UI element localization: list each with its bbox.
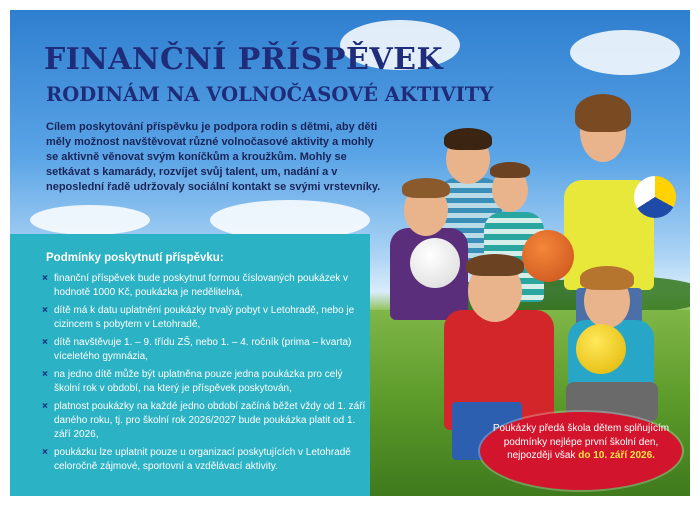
basketball-ball: [522, 230, 574, 282]
page-title: FINANČNÍ PŘÍSPĚVEK: [44, 42, 444, 77]
cross-bullet-icon: ×: [42, 401, 48, 412]
child-hair: [575, 94, 631, 132]
list-item: [40, 400, 370, 442]
cloud: [30, 205, 150, 235]
list-item: [40, 446, 370, 474]
child-hair: [466, 254, 524, 276]
cloud: [570, 30, 680, 75]
child-hair: [402, 178, 450, 198]
volleyball-ball: [634, 176, 676, 218]
conditions-heading: Podmínky poskytnutí příspěvku:: [46, 252, 224, 264]
child-hair: [444, 128, 492, 150]
list-item-text: platnost poukázky na každé jedno období začíná běžet vždy od 1. září daného roku, tj. pro školní rok 2026/2027 bude poukázka platit od 1. září 2026,: [54, 401, 366, 440]
conditions-list: [40, 272, 370, 478]
cross-bullet-icon: ×: [42, 305, 48, 316]
badge-text: Poukázky předá škola dětem splňujícím podmínky nejlépe první školní den, nejpozději však: [492, 423, 670, 461]
child-hair: [490, 162, 530, 178]
list-item: [40, 304, 370, 332]
list-item-text: poukázku lze uplatnit pouze u organizací poskytujících v Letohradě celoročně zájmové, sportovní a vzdělávací aktivity.: [54, 447, 351, 472]
cross-bullet-icon: ×: [42, 369, 48, 380]
child-hair: [580, 266, 634, 290]
list-item-text: dítě navštěvuje 1. – 9. třídu ZŠ, nebo 1. – 4. ročník (prima – kvarta) víceletého gymnázia,: [54, 337, 352, 362]
list-item-text: finanční příspěvek bude poskytnut formou číslovaných poukázek v hodnotě 1000 Kč, poukázka je nedělitelná,: [54, 273, 349, 298]
cross-bullet-icon: ×: [42, 337, 48, 348]
list-item-text: na jedno dítě může být uplatněna pouze jedna poukázka pro celý školní rok v období, na který je příspěvek poskytován,: [54, 369, 343, 394]
list-item: [40, 368, 370, 396]
cross-bullet-icon: ×: [42, 273, 48, 284]
badge-deadline: do 10. září 2026.: [578, 450, 655, 461]
cross-bullet-icon: ×: [42, 447, 48, 458]
list-item: [40, 272, 370, 300]
page-subtitle: RODINÁM NA VOLNOČASOVÉ AKTIVITY: [46, 83, 494, 106]
intro-paragraph: Cílem poskytování příspěvku je podpora rodin s dětmi, aby děti měly možnost navštěvovat různé volnočasové aktivity a mohly se aktivně věnovat svým koníčkům a kroužkům. Mohly se setkávat s kamarády, rozvíjet svůj talent, um, nadání a v neposlední řadě udržovaly sociální kontakt se svými vrstevníky.: [46, 121, 381, 193]
list-item-text: dítě má k datu uplatnění poukázky trvalý pobyt v Letohradě, nebo je cizincem s pobytem v Letohradě,: [54, 305, 355, 330]
list-item: [40, 336, 370, 364]
yellow-ball: [576, 324, 626, 374]
white-ball: [410, 238, 460, 288]
deadline-badge-text: [486, 422, 676, 463]
flyer: [10, 10, 690, 496]
